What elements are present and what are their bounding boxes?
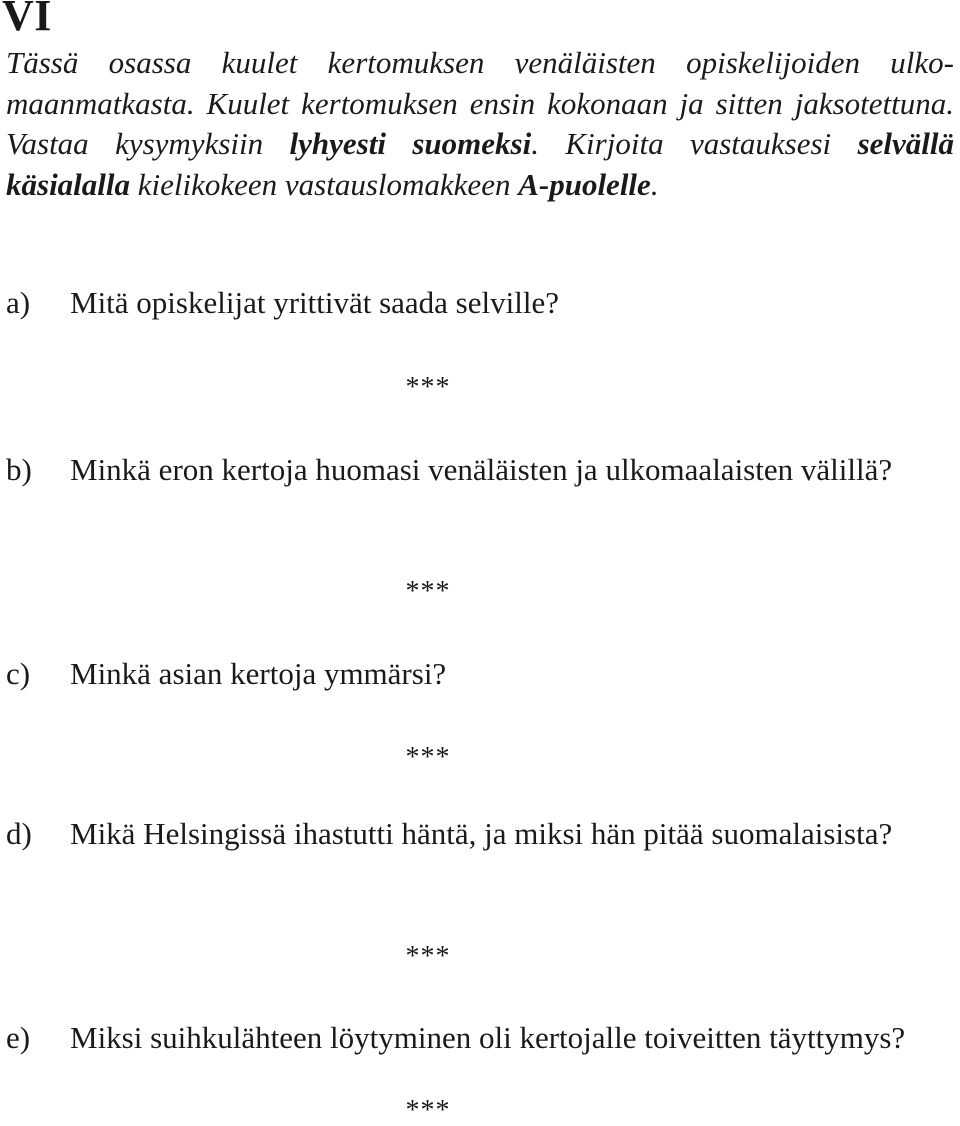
instructions-text: Tässä osassa kuulet kertomuksen venäläisten opiskelijoiden ulkomaanmatkasta. Kuulet kertomuksen ensin kokonaan ja sitten jaksotettuna. Vastaa kysymyksiin [6, 45, 954, 161]
question-letter: b) [6, 452, 32, 487]
question-text: Mikä Helsingissä ihastutti häntä, ja miksi hän pitää suomalaisista? [70, 816, 893, 851]
question-text: Minkä asian kertoja ymmärsi? [70, 656, 447, 691]
separator-stars: *** [405, 941, 451, 972]
instructions-paragraph [6, 43, 954, 205]
instructions-text: . [650, 166, 659, 202]
question-a [6, 283, 946, 322]
separator-stars: *** [405, 372, 451, 403]
question-letter: d) [6, 816, 32, 851]
instructions-text: kielikokeen vastauslomakkeen [130, 166, 519, 202]
question-letter: e) [6, 1020, 31, 1055]
section-title: VI [2, 0, 52, 40]
separator-stars: *** [405, 1095, 451, 1126]
question-text: Miksi suihkulähteen löytyminen oli kertojalle toiveitten täyttymys? [70, 1020, 906, 1055]
question-b [6, 450, 946, 489]
question-e [6, 1018, 946, 1057]
instructions-emphasis: A-puolelle [518, 166, 651, 202]
question-d [6, 814, 946, 853]
question-letter: c) [6, 656, 31, 691]
question-text: Minkä eron kertoja huomasi venäläisten ja ulkomaalaisten välillä? [70, 452, 893, 487]
separator-stars: *** [405, 576, 451, 607]
question-letter: a) [6, 285, 31, 320]
instructions-emphasis: lyhyesti suomeksi [289, 126, 532, 161]
question-text: Mitä opiskelijat yrittivät saada selville? [70, 285, 559, 320]
question-c [6, 654, 946, 693]
separator-stars: *** [405, 742, 451, 773]
instructions-text: . Kirjoita vastauksesi [531, 126, 858, 161]
instructions-emphasis: selvällä käsialalla [6, 126, 954, 202]
